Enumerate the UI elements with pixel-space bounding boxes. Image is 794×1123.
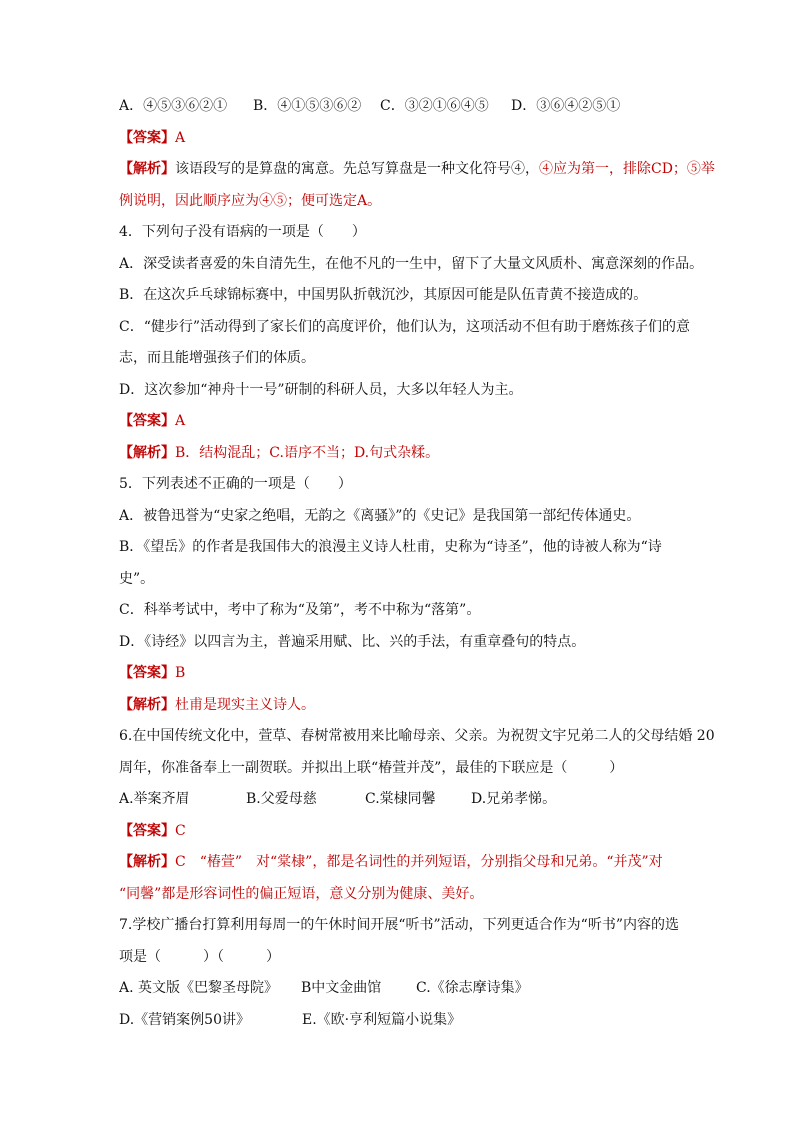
q7-option-e: E.《欧·亨利短篇小说集》	[302, 1011, 462, 1028]
q3-answer	[119, 127, 719, 149]
analysis-text: 杜甫是现实主义诗人。	[175, 696, 315, 713]
q7-stem-line-1: 7.学校广播台打算利用每周一的午休时间开展“听书”活动，下列更适合作为“听书”内容的选	[119, 917, 679, 933]
q4-option-c-line-1: C．“健步行”活动得到了家长们的高度评价，他们认为，这项活动不但有助于磨炼孩子们的意	[119, 318, 691, 335]
q5-option-b-line-2: 史”。	[119, 570, 155, 587]
answer-tag: 【答案】	[119, 665, 175, 681]
analysis-tag: 【解析】	[119, 696, 175, 713]
q3-option-d: D．③⑥④②⑤①	[511, 98, 621, 114]
q5-answer	[119, 662, 719, 684]
q3-analysis-line-1	[119, 158, 719, 180]
q3-option-b: B．④①⑤③⑥②	[253, 98, 362, 114]
q7-option-b: B中文金曲馆	[301, 980, 382, 996]
analysis-text: C “椿萱” 对“棠棣”，都是名词性的并列短语，分别指父母和兄弟。“并茂”对	[175, 854, 663, 870]
q7-options-row-2	[119, 1009, 719, 1031]
q7-option-c: C.《徐志摩诗集》	[416, 980, 529, 996]
answer-value: C	[175, 822, 186, 839]
q5-option-d: D．《诗经》以四言为主，普遍采用赋、比、兴的手法，有重章叠句的特点。	[119, 633, 586, 650]
analysis-text-red: ④应为第一，排除CD；⑤举	[539, 161, 715, 177]
q6-analysis-line-1	[119, 851, 719, 873]
q6-option-b: B.父爱母慈	[246, 791, 317, 807]
analysis-text: B．结构混乱；C.语序不当；D.句式杂糅。	[175, 444, 440, 461]
analysis-tag: 【解析】	[119, 854, 175, 870]
answer-value: A	[175, 129, 186, 146]
q6-analysis-line-2: “同馨”都是形容词性的偏正短语，意义分别为健康、美好。	[119, 885, 484, 902]
answer-value: B	[175, 665, 186, 681]
answer-tag: 【答案】	[119, 413, 175, 429]
analysis-tag: 【解析】	[119, 161, 175, 177]
q5-option-a: A．被鲁迅誉为“史家之绝唱，无韵之《离骚》”的《史记》是我国第一部纪传体通史。	[119, 507, 641, 524]
analysis-text: 该语段写的是算盘的寓意。先总写算盘是一种文化符号④，	[175, 161, 539, 177]
q6-option-a: A.举案齐眉	[119, 791, 190, 807]
q7-option-a: A. 英文版《巴黎圣母院》	[119, 980, 279, 996]
q4-option-d: D．这次参加“神舟十一号”研制的科研人员，大多以年轻人为主。	[119, 381, 523, 398]
q4-analysis	[119, 442, 719, 464]
analysis-tag: 【解析】	[119, 444, 175, 461]
q4-option-a: A．深受读者喜爱的朱自清先生，在他不凡的一生中，留下了大量文风质朴、寓意深刻的作品。	[119, 255, 704, 272]
q7-option-d: D.《营销案例50讲》	[119, 1011, 250, 1028]
answer-tag: 【答案】	[119, 822, 175, 839]
q3-options	[119, 95, 719, 117]
q5-stem: 5．下列表述不正确的一项是（ ）	[119, 476, 352, 492]
q3-analysis-line-2: 例说明，因此顺序应为④⑤；便可选定A。	[119, 192, 382, 209]
q4-option-b: B．在这次乒乓球锦标赛中，中国男队折戟沉沙，其原因可能是队伍青黄不接造成的。	[119, 287, 648, 303]
q4-answer	[119, 410, 719, 432]
q6-stem-line-2: 周年，你准备奉上一副贺联。并拟出上联“椿萱并茂”，最佳的下联应是（ ）	[119, 759, 624, 776]
q4-stem: 4．下列句子没有语病的一项是（ ）	[119, 224, 366, 240]
q5-analysis	[119, 694, 719, 716]
q6-option-d: D.兄弟孝悌。	[471, 791, 557, 807]
q3-option-c: C．③②①⑥④⑤	[380, 98, 489, 114]
q7-stem-line-2: 项是（ ）（ ）	[119, 948, 280, 965]
q6-answer	[119, 820, 719, 842]
answer-value: A	[175, 413, 186, 429]
q6-option-c: C.棠棣同馨	[365, 791, 436, 807]
q6-stem-line-1: 6.在中国传统文化中，萱草、春树常被用来比喻母亲、父亲。为祝贺文宇兄弟二人的父母结婚 20	[119, 728, 715, 744]
q4-option-c-line-2: 志，而且能增强孩子们的体质。	[119, 350, 315, 366]
q3-option-a: A．④⑤③⑥②①	[119, 98, 228, 114]
answer-tag: 【答案】	[119, 129, 175, 146]
q5-option-c: C．科举考试中，考中了称为“及第”，考不中称为“落第”。	[119, 602, 481, 618]
q7-options-row-1	[119, 977, 719, 999]
q6-options	[119, 788, 719, 810]
q5-option-b-line-1: B．《望岳》的作者是我国伟大的浪漫主义诗人杜甫，史称为“诗圣”，他的诗被人称为“诗	[119, 539, 662, 555]
document-page	[119, 95, 719, 1040]
